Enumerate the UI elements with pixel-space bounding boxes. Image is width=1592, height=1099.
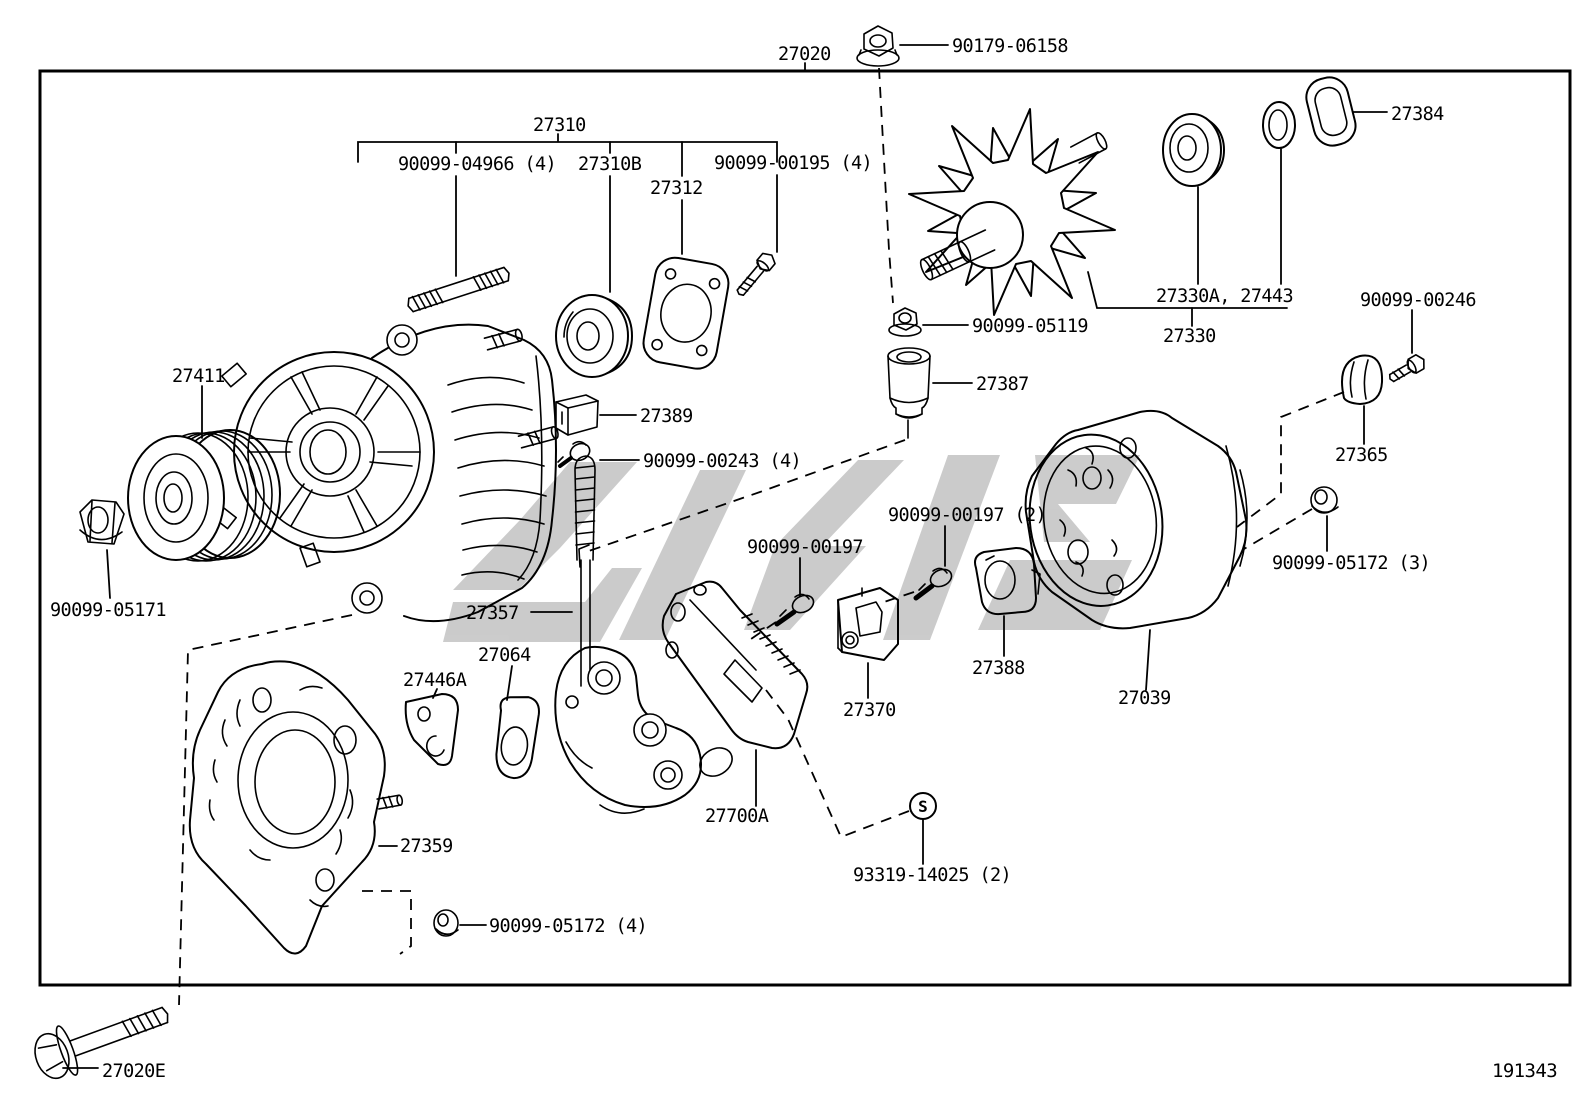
sheet-number: 191343 (1492, 1060, 1558, 1082)
label-front-bracket-assy: 27310 (533, 115, 586, 136)
bolt-long-callout (28, 989, 176, 1085)
through-bolt-drawing (406, 266, 511, 313)
label-rear-end-cover: 27039 (1118, 688, 1171, 709)
label-drive-end-frame: 27359 (400, 836, 453, 857)
pulley-nut-icon (80, 500, 124, 544)
cover-bolt-callout (1360, 290, 1476, 386)
front-bracket-assy-callout (358, 115, 872, 292)
label-bolt-long: 27020E (102, 1061, 166, 1082)
label-connector-cover: 27388 (972, 658, 1025, 679)
end-cap-callout (1237, 356, 1388, 527)
label-terminal-grommet: 27384 (1391, 104, 1444, 125)
terminal-block-callout (556, 395, 693, 435)
label-brush-holder: 27370 (843, 700, 896, 721)
brush-holder-callout (838, 588, 898, 721)
holder-frame-drawing (555, 647, 737, 813)
rotor-shaft-stub (1071, 131, 1109, 163)
cover-bolt-icon (1386, 353, 1428, 386)
terminal-bracket-callout (403, 670, 467, 765)
rotor-bearing-drawing (1163, 114, 1224, 284)
insulator-icon (888, 348, 930, 418)
front-bearing-drawing (556, 295, 632, 377)
bearing-retainer-drawing (640, 255, 731, 372)
label-retainer-screw: 90099-00195 (4) (714, 153, 873, 174)
label-terminal-block: 27389 (640, 406, 693, 427)
label-screw-set: 93319-14025 (2) (853, 865, 1012, 886)
terminal-stud-2 (518, 426, 559, 449)
rotor-drawing (909, 109, 1287, 347)
frame-nut-quad-callout (362, 891, 647, 954)
label-cover-bolt: 90099-00246 (1360, 290, 1476, 311)
label-holder-screw: 90099-00197 (747, 537, 863, 558)
label-top-nut: 90179-06158 (952, 36, 1068, 57)
s-marker: S (918, 797, 928, 816)
label-rear-nut-triple: 90099-05172 (3) (1272, 553, 1431, 574)
label-assembly: 27020 (778, 44, 831, 65)
spacer-ring-drawing (1263, 102, 1295, 284)
frame-nut-icon (434, 910, 458, 936)
shaft-nut-icon (889, 308, 921, 336)
label-pulley: 27411 (172, 366, 225, 387)
label-shaft-nut: 90099-05119 (972, 316, 1088, 337)
label-pulley-nut: 90099-05171 (50, 600, 166, 621)
label-rotor: 27330 (1163, 326, 1216, 347)
label-terminal-insulator: 27387 (976, 374, 1029, 395)
shaft-nut-callout (889, 308, 1088, 337)
insulator-plate-callout (478, 645, 540, 780)
label-front-bearing: 27310B (578, 154, 642, 175)
retainer-screw-drawing (733, 250, 778, 299)
frame-stud (377, 794, 403, 809)
label-through-bolt: 90099-04966 (4) (398, 154, 557, 175)
label-bearing-retainer: 27312 (650, 178, 703, 199)
assembly-callout (778, 44, 831, 71)
nut-icon (857, 26, 899, 66)
terminal-block-icon (556, 395, 598, 435)
label-rectifier: 27700A (705, 806, 769, 827)
label-end-cap: 27365 (1335, 445, 1388, 466)
label-rotor-bearing-spacer: 27330A, 27443 (1156, 286, 1293, 307)
terminal-grommet-callout (1302, 73, 1444, 149)
label-frame-nut-quad: 90099-05172 (4) (489, 916, 648, 937)
label-brush-holder-stud: 27357 (466, 603, 519, 624)
rear-nut-icon (1311, 487, 1338, 513)
label-terminal-screw: 90099-00243 (4) (643, 451, 802, 472)
label-holder-screw-double: 90099-00197 (2) (888, 505, 1047, 526)
label-insulator-plate: 27064 (478, 645, 531, 666)
label-terminal-bracket: 27446A (403, 670, 467, 691)
